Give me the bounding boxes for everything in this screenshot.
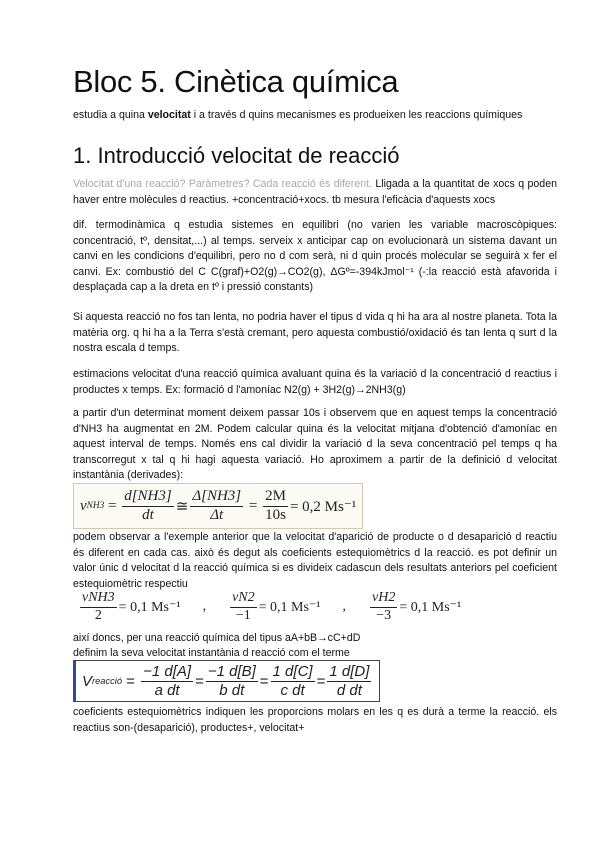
eq2-fraction-nh3: $\frac{\text{vNH3}}{2}$ [82,590,115,623]
eq1-fraction-values: $\frac{2M}{10s}$ [265,488,286,523]
paragraph-3: Si aquesta reacció no fos tan lenta, no podria haver el tipus d vida q hi ha ara al nostre planeta. Tota la matèria org. q hi ha a la Terra s'està cremant, pero aquesta combustió/oxidació és tan lenta q surt d la nostra escala d temps. [73,311,557,355]
eq2-value-nh3: = 0,1 Ms⁻¹ [118,599,181,615]
eq2-value-h2: = 0,1 Ms⁻¹ [399,599,462,615]
equation-reaction-rate: V reacció = $\frac{-1 d[A]}{\text{a dt}}$ = $\frac{-1 d[B]}{\text{b dt}}$ = $\frac{1 d[C]}{\text{c dt}}$ = $\frac{1 d[D]}{\text{d dt}}$ [73,660,380,702]
paragraph-9: coeficients estequiomètrics indiquen les proporcions molars en les q es durà a terme la reacció. els reactius son-(desaparició), productes+, velocitat+ [73,706,557,734]
eq2-fraction-h2: $\frac{vH2}{-3}$ [372,590,396,623]
grey-questions: Velocitat d'una reacció? Paràmetres? Cada reacció és diferent. [73,178,376,190]
eq1-result: = 0,2 Ms⁻¹ [289,498,357,515]
eq1-fraction-derivative: $\frac{d[NH3]}{dt}$ [124,488,172,523]
eq3-lhs: V [82,672,93,690]
eq1-fraction-delta: $\frac{\Delta[NH3]}{\Delta t}$ [192,488,242,523]
intro-bold-word: velocitat [147,109,191,121]
eq3-term-a: $\frac{-1 d[A]}{\text{a dt}}$ [143,663,192,699]
eq2-fraction-n2: $\frac{vN2}{-1}$ [232,590,255,623]
eq1-lhs-sub: NH3 [86,501,105,511]
paragraph-4: estimacions velocitat d'una reacció química avaluant quina és la variació d la concentració d reactius i productes x temps. Ex: formació d l'amoníac N2(g) + 3H2(g)→2NH3(g) [73,368,557,396]
line-general-reaction: així doncs, per una reacció química del tipus aA+bB→cC+dD [73,632,361,644]
paragraph-5: a partir d'un determinat moment deixem passar 10s i observem que en aquest temps la concentració d'NH3 ha augmentat en 2M. Podem calcular quina és la velocitat mitjana d'obtenció d'amoníac en aquest interval de temps. Només ens cal dividir la variació d la seva concentració pel temps q ha transcorregut x tal q hi hagi aquesta variació. Ho aproximem a partir de la definició d velocitat instantània (derivades): [73,407,557,482]
paragraph-1-text: Lligada a la quantitat de xocs q poden haver entre molècules d reactius. +concentració+xocs. tb mesura l'eficàcia d'aquests xocs [73,178,557,206]
line-definition: definim la seva velocitat instantània d reacció com el terme [73,647,350,659]
intro-paragraph [73,108,557,124]
paragraph-6: podem observar a l'exemple anterior que la velocitat d'aparició de producte o d desaparició d reactiu és diferent en cada cas. això és degut als coeficients estequiomètrics d la reacció. es pot definir un valor únic d velocitat d la reacció química si es divideix cadascun dels resultats anteriors pel coeficient estequiomètric respectiu [73,531,557,590]
intro-text-before: estudia a quina [73,109,148,121]
eq2-value-n2: = 0,1 Ms⁻¹ [258,599,321,615]
eq3-term-c: $\frac{1 d[C]}{\text{c dt}}$ [272,663,313,699]
equation-normalized-rates: $\frac{\text{vNH3}}{2}$ = 0,1 Ms⁻¹ , $\frac{vN2}{-1}$ = 0,1 Ms⁻¹ , $\frac{vH2}{-3}$ = 0,1 Ms⁻¹ [82,590,462,623]
page-title: Bloc 5. Cinètica química [73,64,399,99]
equation-velocity-nh3: v NH3 = $\frac{d[NH3]}{dt}$ ≅ $\frac{\Delta[NH3]}{\Delta t}$ = $\frac{2M}{10s}$ = 0,2 Ms⁻¹ [73,483,363,529]
eq3-lhs-sub: reacció [92,676,122,686]
paragraph-2: dif. termodinàmica q estudia sistemes en equilibri (no varien les variable macroscòpiques: concentració, tº, densitat,...) al temps. serveix x anticipar cap on evolucionarà un sistema davant un canvi en les condicions d'equilibri, pero no d com serà, ni d quin procés molecular se seguirà x fer el canvi. Ex: combustió del C C(graf)+O2(g)→CO2(g), ΔGº=-394kJmol⁻¹ (-:la reacció està afavorida i desplaçada cap a la dreta en tº i pressió constants) [73,219,557,294]
eq3-term-d: $\frac{1 d[D]}{\text{d dt}}$ [329,663,370,699]
paragraph-1 [73,177,557,208]
eq1-lhs: v [80,497,87,514]
section-heading: 1. Introducció velocitat de reacció [73,143,400,168]
eq3-term-b: $\frac{-1 d[B]}{\text{b dt}}$ [207,663,256,699]
eq1-approx: ≅ [175,498,189,515]
intro-text-after: i a través d quins mecanismes es produeixen les reaccions químiques [190,109,523,121]
